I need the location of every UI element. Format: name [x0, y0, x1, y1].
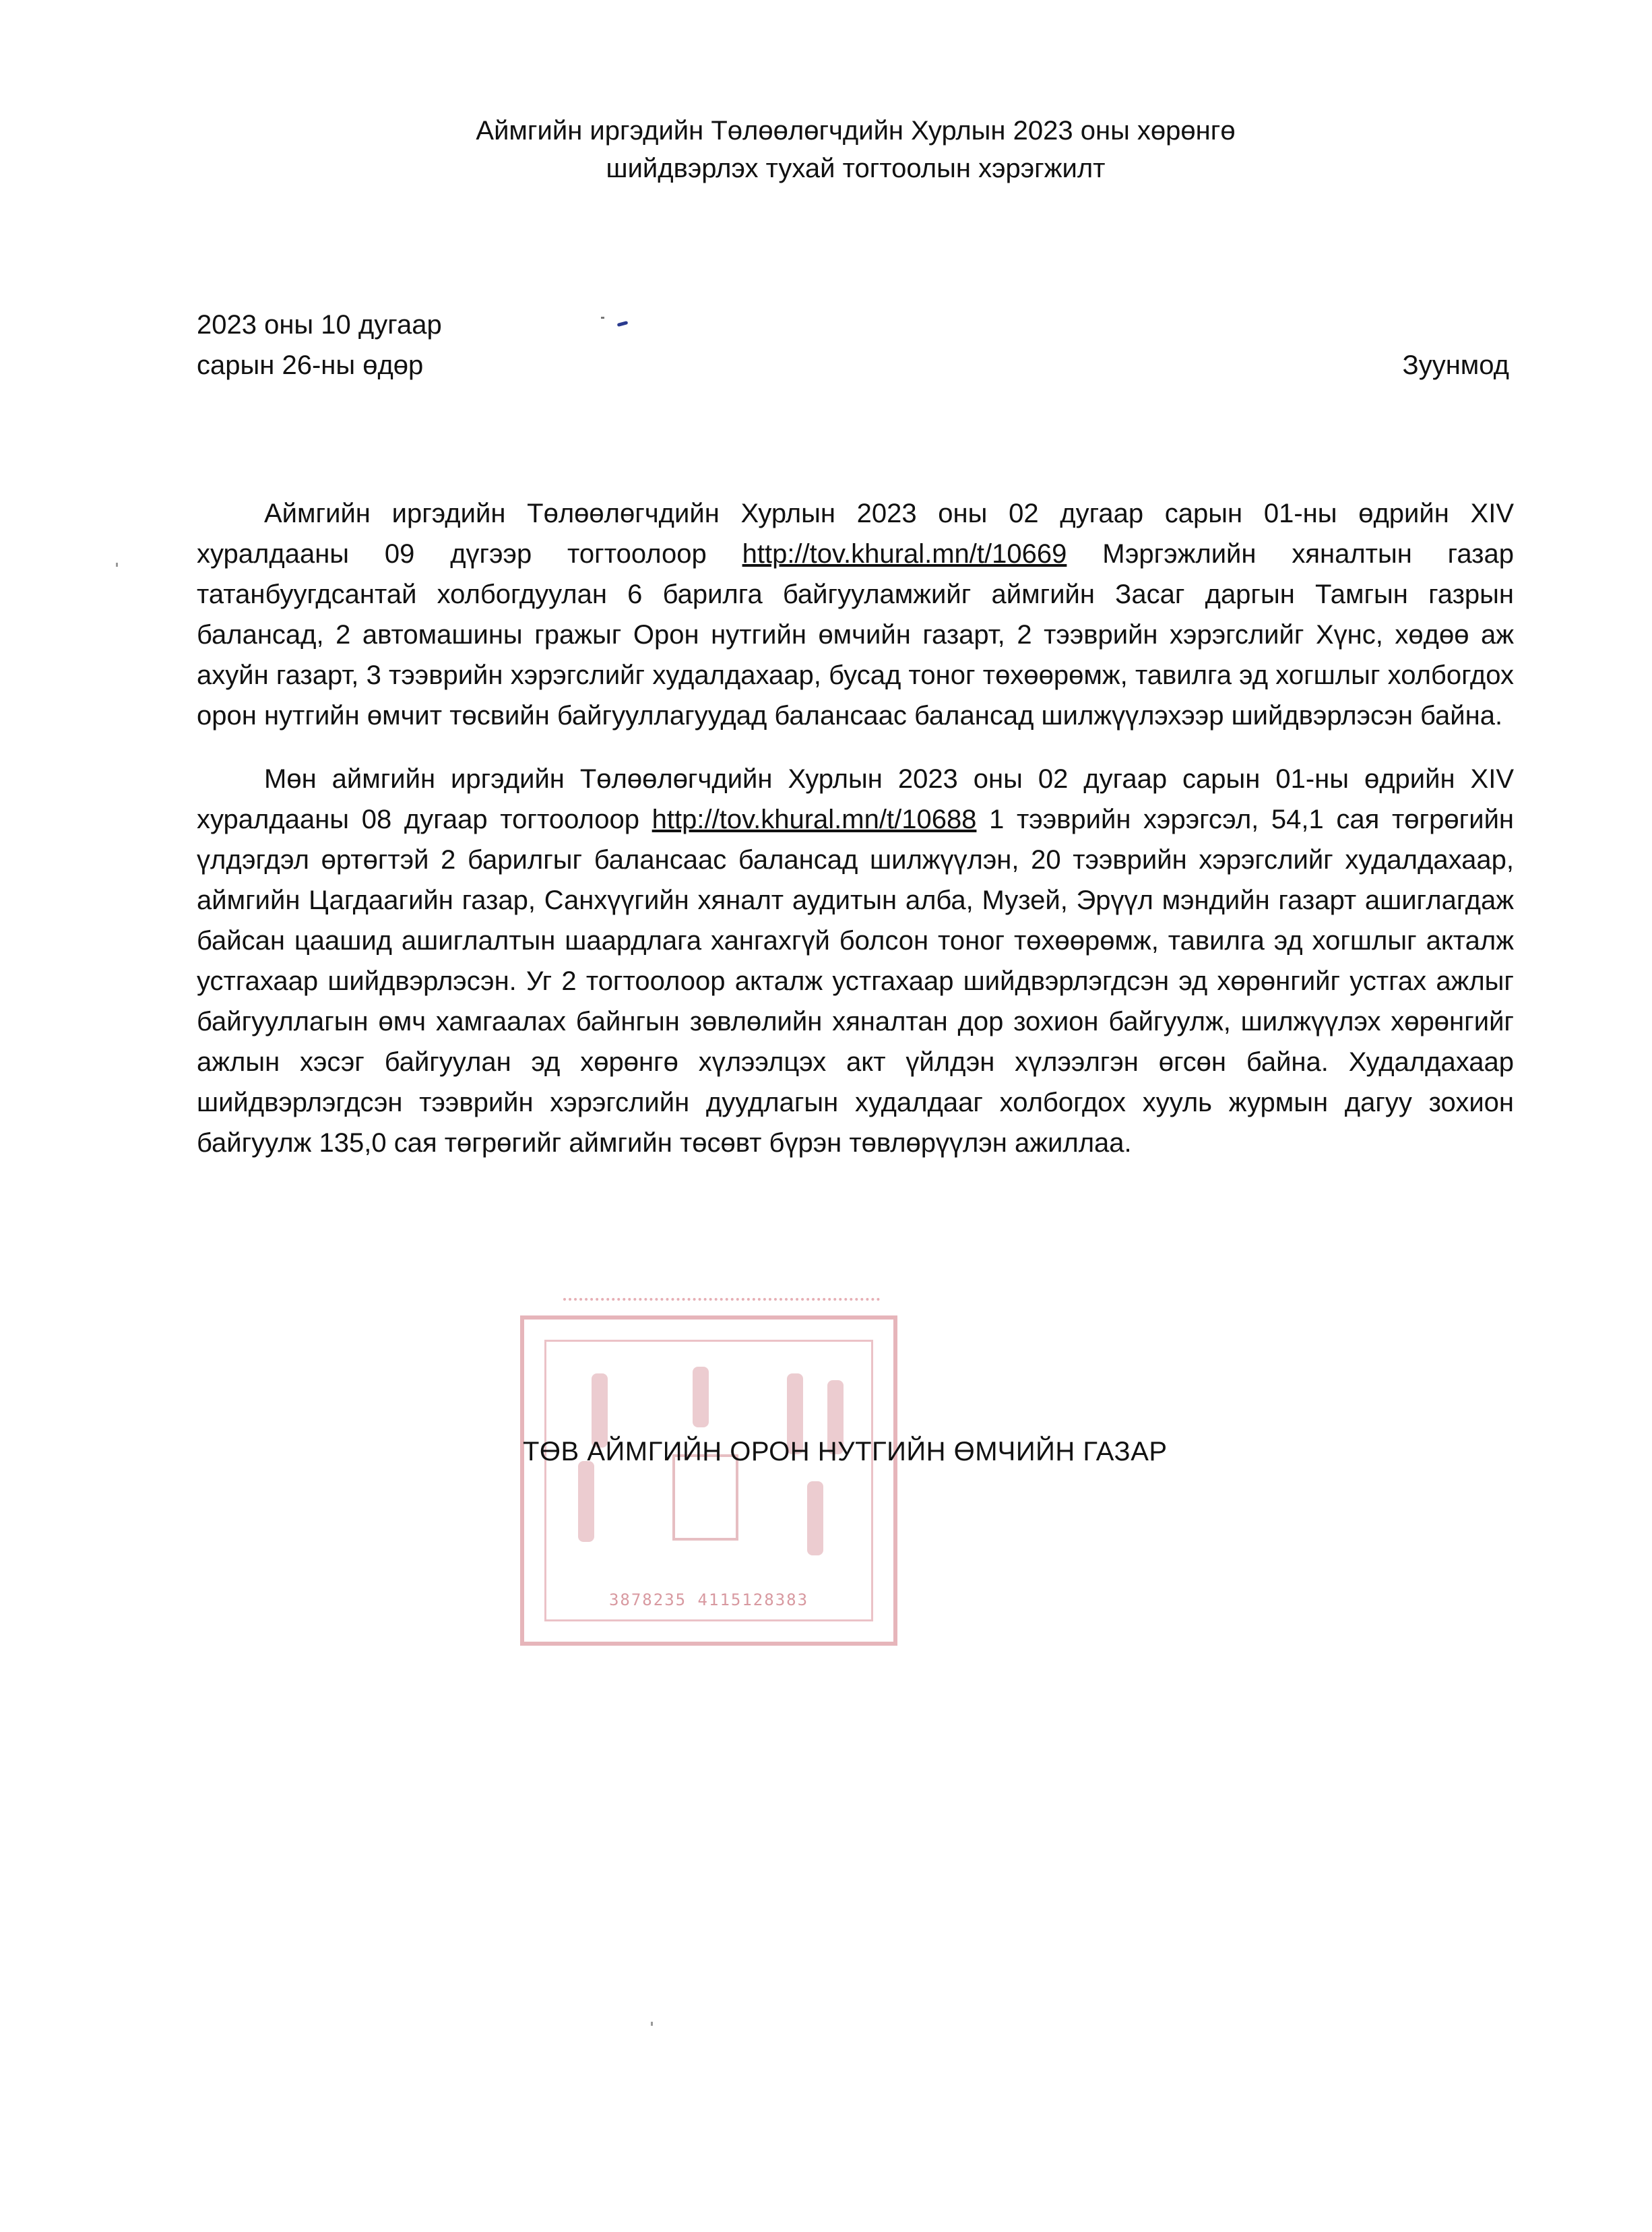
scan-speck: [601, 317, 604, 319]
pen-mark: [617, 321, 629, 327]
stamp-number: 3878235 4115128383: [608, 1590, 809, 1609]
paragraph-1: [197, 493, 1514, 736]
stamp-script-glyph: [578, 1461, 594, 1542]
stamp-script-glyph: [807, 1481, 823, 1555]
document-body: [197, 493, 1514, 1186]
document-title: [269, 112, 1442, 187]
title-line-1: Аймгийн иргэдийн Төлөөлөгчдийн Хурлын 2023 оны хөрөнгө: [476, 116, 1236, 146]
official-stamp: [520, 1315, 897, 1646]
paragraph-1-text-end: Мэргэжлийн хяналтын газар татанбуугдсантай холбогдуулан 6 барилга байгууламжийг аймгийн Засаг даргын Тамгын газрын балансад, 2 автомашины гражыг Орон нутгийн өмчийн газарт, 2 тээврийн хэрэгслийг Хүнс, хөдөө аж ахуйн газарт, 3 тээврийн хэрэгслийг худалдахаар, бусад тоног төхөөрөмж, тавилга эд хогшлыг холбогдох орон нутгийн өмчит төсвийн байгууллагуудад балансаас балансад шилжүүлэхээр шийдвэрлэсэн байна.: [197, 539, 1514, 731]
scan-speck: [651, 2022, 653, 2026]
document-place: Зуунмод: [1402, 350, 1509, 380]
date-line-2: сарын 26-ны өдөр: [197, 350, 424, 380]
date-line-1: 2023 оны 10 дугаар: [197, 310, 442, 340]
stamp-dotted-line: [563, 1298, 880, 1305]
paragraph-2: [197, 759, 1514, 1163]
resolution-link-10688[interactable]: http://tov.khural.mn/t/10688: [652, 805, 977, 834]
paragraph-2-text-end: 1 тээврийн хэрэгсэл, 54,1 сая төгрөгийн үлдэгдэл өртөгтэй 2 барилгыг балансаас балансад шилжүүлэн, 20 тээврийн хэрэгслийг худалдахаар, аймгийн Цагдаагийн газар, Санхүүгийн хяналт аудитын алба, Музей, Эрүүл мэндийн газарт ашиглагдаж байсан цаашид ашиглалтын шаардлага хангахгүй болсон тоног төхөөрөмж, тавилга эд хогшлыг акталж устгахаар шийдвэрлэсэн. Уг 2 тогтоолоор акталж устгахаар шийдвэрлэгдсэн эд хөрөнгийг устгах ажлыг байгууллагын өмч хамгаалах байнгын зөвлөлийн хяналтан дор зохион байгуулж, шилжүүлэх хөрөнгийг ажлын хэсэг байгуулан эд хөрөнгө хүлээлцэх акт үйлдэн хүлээлгэн өгсөн байна. Худалдахаар шийдвэрлэгдсэн тээврийн хэрэгслийн дуудлагын худалдааг холбогдох хууль журмын дагуу зохион байгуулж 135,0 сая төгрөгийг аймгийн төсөвт бүрэн төвлөрүүлэн ажиллаа.: [197, 805, 1514, 1158]
paragraph-2-text-start: Мөн аймгийн иргэдийн Төлөөлөгчдийн Хурлын 2023 оны 02 дугаар сарын 01-ны өдрийн XIV хуралдааны 08 дугаар тогтоолоор: [197, 764, 1514, 834]
scan-speck: [116, 563, 118, 567]
document-date: [197, 305, 442, 385]
title-line-2: шийдвэрлэх тухай тогтоолын хэрэгжилт: [606, 154, 1106, 183]
paragraph-1-text-start: Аймгийн иргэдийн Төлөөлөгчдийн Хурлын 2023 оны 02 дугаар сарын 01-ны өдрийн XIV хуралдааны 09 дүгээр тогтоолоор: [197, 499, 1514, 569]
stamp-script-glyph: [693, 1367, 709, 1427]
resolution-link-10669[interactable]: http://tov.khural.mn/t/10669: [742, 539, 1067, 569]
signature-organization: ТӨВ АЙМГИЙН ОРОН НУТГИЙН ӨМЧИЙН ГАЗАР: [523, 1437, 1168, 1466]
